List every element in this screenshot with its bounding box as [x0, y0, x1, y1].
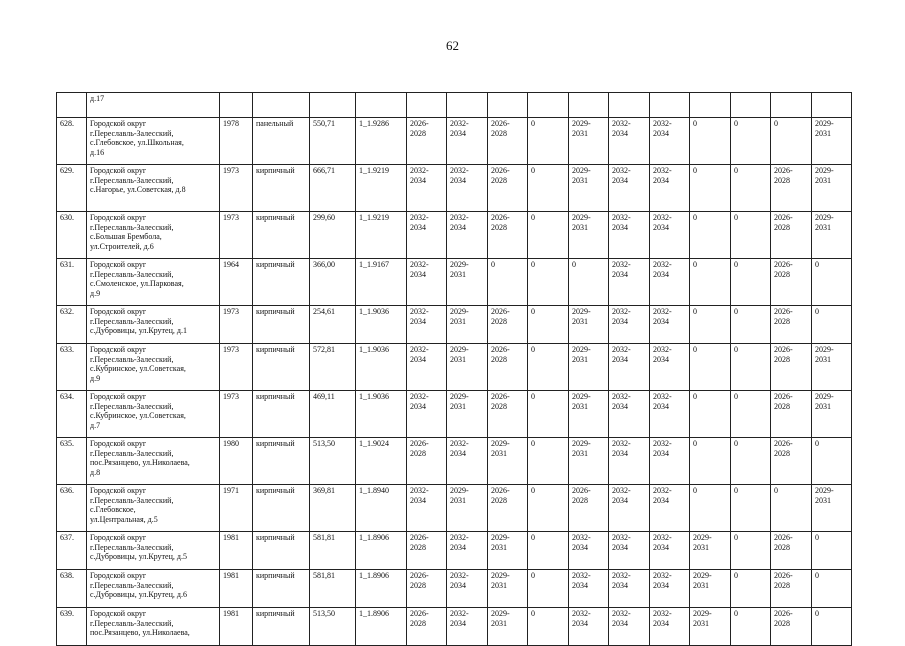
cell-area: 572,81 [310, 344, 356, 391]
cell-period: 0 [690, 485, 731, 532]
table-row [57, 485, 852, 532]
address-line: Городской округ [90, 166, 147, 175]
cell-period: 0 [731, 608, 771, 646]
cell-year: 1981 [220, 608, 253, 646]
cell-period: 2029-2031 [447, 306, 488, 344]
cell-period: 2029-2031 [569, 391, 609, 438]
table-row [57, 391, 852, 438]
cell-area: 366,00 [310, 259, 356, 306]
address-line: д.7 [90, 420, 101, 430]
cell-period: 0 [731, 118, 771, 165]
cell-period: 2029-2031 [569, 306, 609, 344]
cell-period: 2032-2034 [407, 165, 447, 212]
housing-registry-table [56, 92, 852, 646]
cell-address [87, 306, 220, 344]
cell-period: 2032-2034 [650, 570, 690, 608]
table-row [57, 212, 852, 259]
cell-period: 2026-2028 [771, 532, 812, 570]
cell-period: 2026-2028 [488, 344, 528, 391]
cell-address [87, 165, 220, 212]
cell-period: 2026-2028 [488, 485, 528, 532]
cell-area: 254,61 [310, 306, 356, 344]
cell-period: 2026-2028 [771, 438, 812, 485]
table-row-continuation [57, 93, 852, 118]
cell-period: 0 [528, 344, 569, 391]
cell-area: 666,71 [310, 165, 356, 212]
cell-period: 0 [771, 485, 812, 532]
cell-address: д.17 [87, 93, 220, 118]
cell-period: 2032-2034 [407, 344, 447, 391]
cell-period: 0 [731, 306, 771, 344]
address-line: Городской округ [90, 571, 147, 580]
cell-material: кирпичный [253, 165, 310, 212]
address-line: с.Нагорье, ул.Советская, д.8 [90, 185, 186, 194]
address-line: г.Переславль-Залесский, [90, 495, 174, 505]
address-line: г.Переславль-Залесский, [90, 354, 174, 364]
cell-code: 1_1.9167 [356, 259, 407, 306]
cell-period: 2029-2031 [812, 165, 852, 212]
cell-material: панельный [253, 118, 310, 165]
cell-number: 633. [57, 344, 87, 391]
cell-period: 2029-2031 [569, 212, 609, 259]
cell-period: 2026-2028 [569, 485, 609, 532]
cell-period: 2029-2031 [569, 438, 609, 485]
cell-period: 0 [731, 259, 771, 306]
cell-year: 1964 [220, 259, 253, 306]
cell-period: 2032-2034 [609, 306, 650, 344]
cell-area: 513,50 [310, 438, 356, 485]
cell-period: 2032-2034 [650, 306, 690, 344]
address-line: ул.Центральная, д.5 [90, 514, 158, 524]
cell-period: 2029-2031 [569, 118, 609, 165]
address-line: с.Смоленское, ул.Парковая, [90, 279, 184, 288]
cell-period: 2026-2028 [771, 391, 812, 438]
cell-period: 0 [690, 344, 731, 391]
cell-number: 634. [57, 391, 87, 438]
cell-period: 2026-2028 [771, 212, 812, 259]
cell-period: 2026-2028 [407, 608, 447, 646]
cell-period: 2029-2031 [812, 344, 852, 391]
cell-address [87, 570, 220, 608]
table-body [57, 93, 852, 646]
cell-period: 2029-2031 [812, 391, 852, 438]
cell-period: 0 [731, 212, 771, 259]
cell-period: 2026-2028 [488, 212, 528, 259]
cell-year: 1973 [220, 212, 253, 259]
cell-period: 0 [731, 485, 771, 532]
cell-year: 1973 [220, 165, 253, 212]
cell-period: 2026-2028 [771, 259, 812, 306]
cell-period: 0 [771, 118, 812, 165]
address-line: г.Переславль-Залесский, [90, 542, 174, 552]
cell-address [87, 438, 220, 485]
cell-address [87, 485, 220, 532]
cell-period: 0 [812, 608, 852, 646]
cell-code: 1_1.8906 [356, 570, 407, 608]
address-line: с.Дубровицы, ул.Крутец, д.6 [90, 590, 187, 599]
address-line: д.9 [90, 288, 101, 298]
cell-period: 0 [528, 306, 569, 344]
address-line: Городской округ [90, 439, 147, 448]
cell-code: 1_1.9219 [356, 165, 407, 212]
cell-period: 0 [812, 570, 852, 608]
cell-period: 2032-2034 [447, 570, 488, 608]
table-row [57, 438, 852, 485]
address-line: с.Глебовское, ул.Школьная, [90, 138, 184, 147]
cell-address [87, 532, 220, 570]
cell-address [87, 259, 220, 306]
cell-period: 2029-2031 [447, 344, 488, 391]
cell-period: 2032-2034 [447, 165, 488, 212]
cell-number: 632. [57, 306, 87, 344]
cell-material: кирпичный [253, 306, 310, 344]
cell-period: 2032-2034 [650, 259, 690, 306]
cell-period: 2029-2031 [812, 118, 852, 165]
cell-period: 2032-2034 [407, 259, 447, 306]
cell-period: 2032-2034 [609, 570, 650, 608]
cell-material: кирпичный [253, 391, 310, 438]
cell-address [87, 212, 220, 259]
cell-period: 2026-2028 [407, 532, 447, 570]
cell-period: 0 [569, 259, 609, 306]
cell-year: 1981 [220, 570, 253, 608]
cell-material: кирпичный [253, 259, 310, 306]
cell-period: 2032-2034 [650, 165, 690, 212]
cell-period: 2032-2034 [447, 212, 488, 259]
cell-period: 2032-2034 [569, 532, 609, 570]
cell-period: 2029-2031 [690, 608, 731, 646]
cell-year: 1973 [220, 344, 253, 391]
cell-area: 581,81 [310, 532, 356, 570]
cell-period: 2032-2034 [609, 608, 650, 646]
cell-period: 0 [731, 438, 771, 485]
address-line: г.Переславль-Залесский, [90, 269, 174, 279]
cell-period: 2029-2031 [812, 212, 852, 259]
cell-period: 2029-2031 [488, 438, 528, 485]
cell-period: 0 [488, 259, 528, 306]
cell-number: 631. [57, 259, 87, 306]
cell-period: 2032-2034 [407, 485, 447, 532]
cell-period: 2026-2028 [771, 570, 812, 608]
cell-number: 635. [57, 438, 87, 485]
cell-period: 2032-2034 [407, 391, 447, 438]
address-line: Городской округ [90, 486, 147, 495]
cell-address [87, 344, 220, 391]
cell-address [87, 118, 220, 165]
cell-period: 2029-2031 [690, 532, 731, 570]
cell-period: 2026-2028 [488, 306, 528, 344]
cell-material: кирпичный [253, 212, 310, 259]
cell-period: 2029-2031 [447, 259, 488, 306]
address-line: пос.Рязанцево, ул.Николаева, [90, 458, 190, 467]
address-line: Городской округ [90, 609, 147, 618]
cell-period: 2026-2028 [771, 165, 812, 212]
cell-period: 0 [528, 165, 569, 212]
cell-period: 0 [690, 306, 731, 344]
cell-period: 2032-2034 [407, 306, 447, 344]
cell-period: 0 [690, 118, 731, 165]
address-line: с.Дубровицы, ул.Крутец, д.1 [90, 326, 187, 335]
cell-period: 0 [528, 259, 569, 306]
cell-code: 1_1.9219 [356, 212, 407, 259]
cell-code: 1_1.8906 [356, 532, 407, 570]
address-line: с.Дубровицы, ул.Крутец, д.5 [90, 552, 187, 561]
table-row [57, 259, 852, 306]
cell-material: кирпичный [253, 485, 310, 532]
cell-period: 2029-2031 [488, 532, 528, 570]
address-line: Городской округ [90, 119, 147, 128]
cell-period: 2026-2028 [407, 118, 447, 165]
cell-code: 1_1.9024 [356, 438, 407, 485]
cell-area: 299,60 [310, 212, 356, 259]
address-line: Городской округ [90, 213, 147, 222]
table-row [57, 344, 852, 391]
cell-year: 1973 [220, 391, 253, 438]
table-row [57, 532, 852, 570]
cell-year: 1981 [220, 532, 253, 570]
cell-period: 2032-2034 [447, 608, 488, 646]
address-line: Городской округ [90, 345, 147, 354]
cell-period: 0 [528, 212, 569, 259]
cell-material: кирпичный [253, 570, 310, 608]
cell-period: 2029-2031 [488, 570, 528, 608]
table-row [57, 118, 852, 165]
table-row [57, 165, 852, 212]
cell-period: 2032-2034 [650, 391, 690, 438]
cell-year: 1973 [220, 306, 253, 344]
address-line: г.Переславль-Залесский, [90, 128, 174, 138]
address-line: г.Переславль-Залесский, [90, 618, 174, 628]
address-line: г.Переславль-Залесский, [90, 401, 174, 411]
cell-period: 0 [812, 306, 852, 344]
cell-period: 0 [528, 438, 569, 485]
cell-period: 0 [690, 391, 731, 438]
cell-year: 1971 [220, 485, 253, 532]
cell-period: 0 [731, 391, 771, 438]
cell-period: 2032-2034 [447, 438, 488, 485]
cell-year: 1980 [220, 438, 253, 485]
cell-period: 2032-2034 [609, 165, 650, 212]
cell-number: 639. [57, 608, 87, 646]
cell-period: 2026-2028 [407, 438, 447, 485]
cell-period: 2029-2031 [447, 391, 488, 438]
cell-code: 1_1.8940 [356, 485, 407, 532]
cell-period: 2026-2028 [771, 608, 812, 646]
cell-period: 2026-2028 [488, 118, 528, 165]
cell-number: 638. [57, 570, 87, 608]
cell-period: 0 [528, 608, 569, 646]
cell-period: 0 [731, 344, 771, 391]
page-number: 62 [446, 38, 459, 53]
cell-material: кирпичный [253, 608, 310, 646]
cell-period: 0 [528, 570, 569, 608]
cell-period: 2032-2034 [407, 212, 447, 259]
address-line: с.Большая Брембола, [90, 232, 162, 241]
cell-period: 2029-2031 [569, 165, 609, 212]
cell-period: 0 [528, 532, 569, 570]
cell-period: 0 [528, 485, 569, 532]
cell-area: 513,50 [310, 608, 356, 646]
cell-empty [57, 93, 87, 118]
cell-period: 2026-2028 [771, 306, 812, 344]
address-line: Городской округ [90, 260, 147, 269]
cell-code: 1_1.8906 [356, 608, 407, 646]
cell-period: 2032-2034 [650, 118, 690, 165]
address-line: ул.Строителей, д.6 [90, 241, 154, 251]
address-line: г.Переславль-Залесский, [90, 222, 174, 232]
cell-period: 0 [528, 391, 569, 438]
cell-period: 0 [528, 118, 569, 165]
cell-code: 1_1.9286 [356, 118, 407, 165]
address-line: д.8 [90, 467, 101, 477]
cell-number: 636. [57, 485, 87, 532]
cell-period: 2032-2034 [609, 532, 650, 570]
cell-period: 0 [731, 532, 771, 570]
table-row [57, 570, 852, 608]
cell-period: 2032-2034 [609, 485, 650, 532]
cell-area: 550,71 [310, 118, 356, 165]
address-line: г.Переславль-Залесский, [90, 448, 174, 458]
cell-period: 0 [690, 438, 731, 485]
cell-period: 2032-2034 [447, 532, 488, 570]
address-line: с.Кубринское, ул.Советская, [90, 411, 186, 420]
cell-number: 630. [57, 212, 87, 259]
cell-area: 469,11 [310, 391, 356, 438]
cell-period: 2032-2034 [569, 570, 609, 608]
cell-period: 2029-2031 [569, 344, 609, 391]
cell-period: 2029-2031 [447, 485, 488, 532]
cell-period: 2032-2034 [609, 212, 650, 259]
cell-code: 1_1.9036 [356, 391, 407, 438]
cell-period: 0 [812, 259, 852, 306]
cell-period: 2026-2028 [771, 344, 812, 391]
cell-period: 2032-2034 [609, 344, 650, 391]
cell-period: 2026-2028 [488, 391, 528, 438]
cell-period: 2032-2034 [609, 391, 650, 438]
cell-period: 2029-2031 [690, 570, 731, 608]
cell-period: 2032-2034 [650, 212, 690, 259]
cell-period: 2032-2034 [569, 608, 609, 646]
address-line: д.16 [90, 147, 105, 157]
table-row [57, 306, 852, 344]
address-line: Городской округ [90, 533, 147, 542]
cell-code: 1_1.9036 [356, 306, 407, 344]
cell-number: 628. [57, 118, 87, 165]
address-line: Городской округ [90, 307, 147, 316]
address-line: д.9 [90, 373, 101, 383]
cell-period: 2032-2034 [650, 438, 690, 485]
cell-period: 2032-2034 [650, 485, 690, 532]
cell-code: 1_1.9036 [356, 344, 407, 391]
cell-period: 0 [731, 570, 771, 608]
cell-period: 0 [812, 532, 852, 570]
address-line: г.Переславль-Залесский, [90, 175, 174, 185]
cell-period: 2032-2034 [650, 608, 690, 646]
cell-material: кирпичный [253, 344, 310, 391]
cell-period: 2032-2034 [609, 438, 650, 485]
address-line: с.Глебовское, [90, 505, 136, 514]
cell-number: 637. [57, 532, 87, 570]
cell-period: 0 [690, 165, 731, 212]
cell-period: 2026-2028 [488, 165, 528, 212]
cell-period: 2032-2034 [609, 259, 650, 306]
address-line: г.Переславль-Залесский, [90, 316, 174, 326]
cell-area: 581,81 [310, 570, 356, 608]
cell-period: 2032-2034 [650, 532, 690, 570]
cell-period: 2029-2031 [812, 485, 852, 532]
cell-year: 1978 [220, 118, 253, 165]
address-line: г.Переславль-Залесский, [90, 580, 174, 590]
cell-period: 0 [812, 438, 852, 485]
cell-material: кирпичный [253, 438, 310, 485]
address-line: пос.Рязанцево, ул.Николаева, [90, 628, 190, 637]
cell-period: 0 [690, 259, 731, 306]
cell-period: 0 [731, 165, 771, 212]
cell-address [87, 391, 220, 438]
cell-period: 0 [690, 212, 731, 259]
cell-period: 2032-2034 [447, 118, 488, 165]
cell-period: 2032-2034 [609, 118, 650, 165]
cell-material: кирпичный [253, 532, 310, 570]
cell-period: 2026-2028 [407, 570, 447, 608]
cell-period: 2029-2031 [488, 608, 528, 646]
address-line: с.Кубринское, ул.Советская, [90, 364, 186, 373]
cell-period: 2032-2034 [650, 344, 690, 391]
cell-area: 369,81 [310, 485, 356, 532]
address-line: Городской округ [90, 392, 147, 401]
cell-number: 629. [57, 165, 87, 212]
